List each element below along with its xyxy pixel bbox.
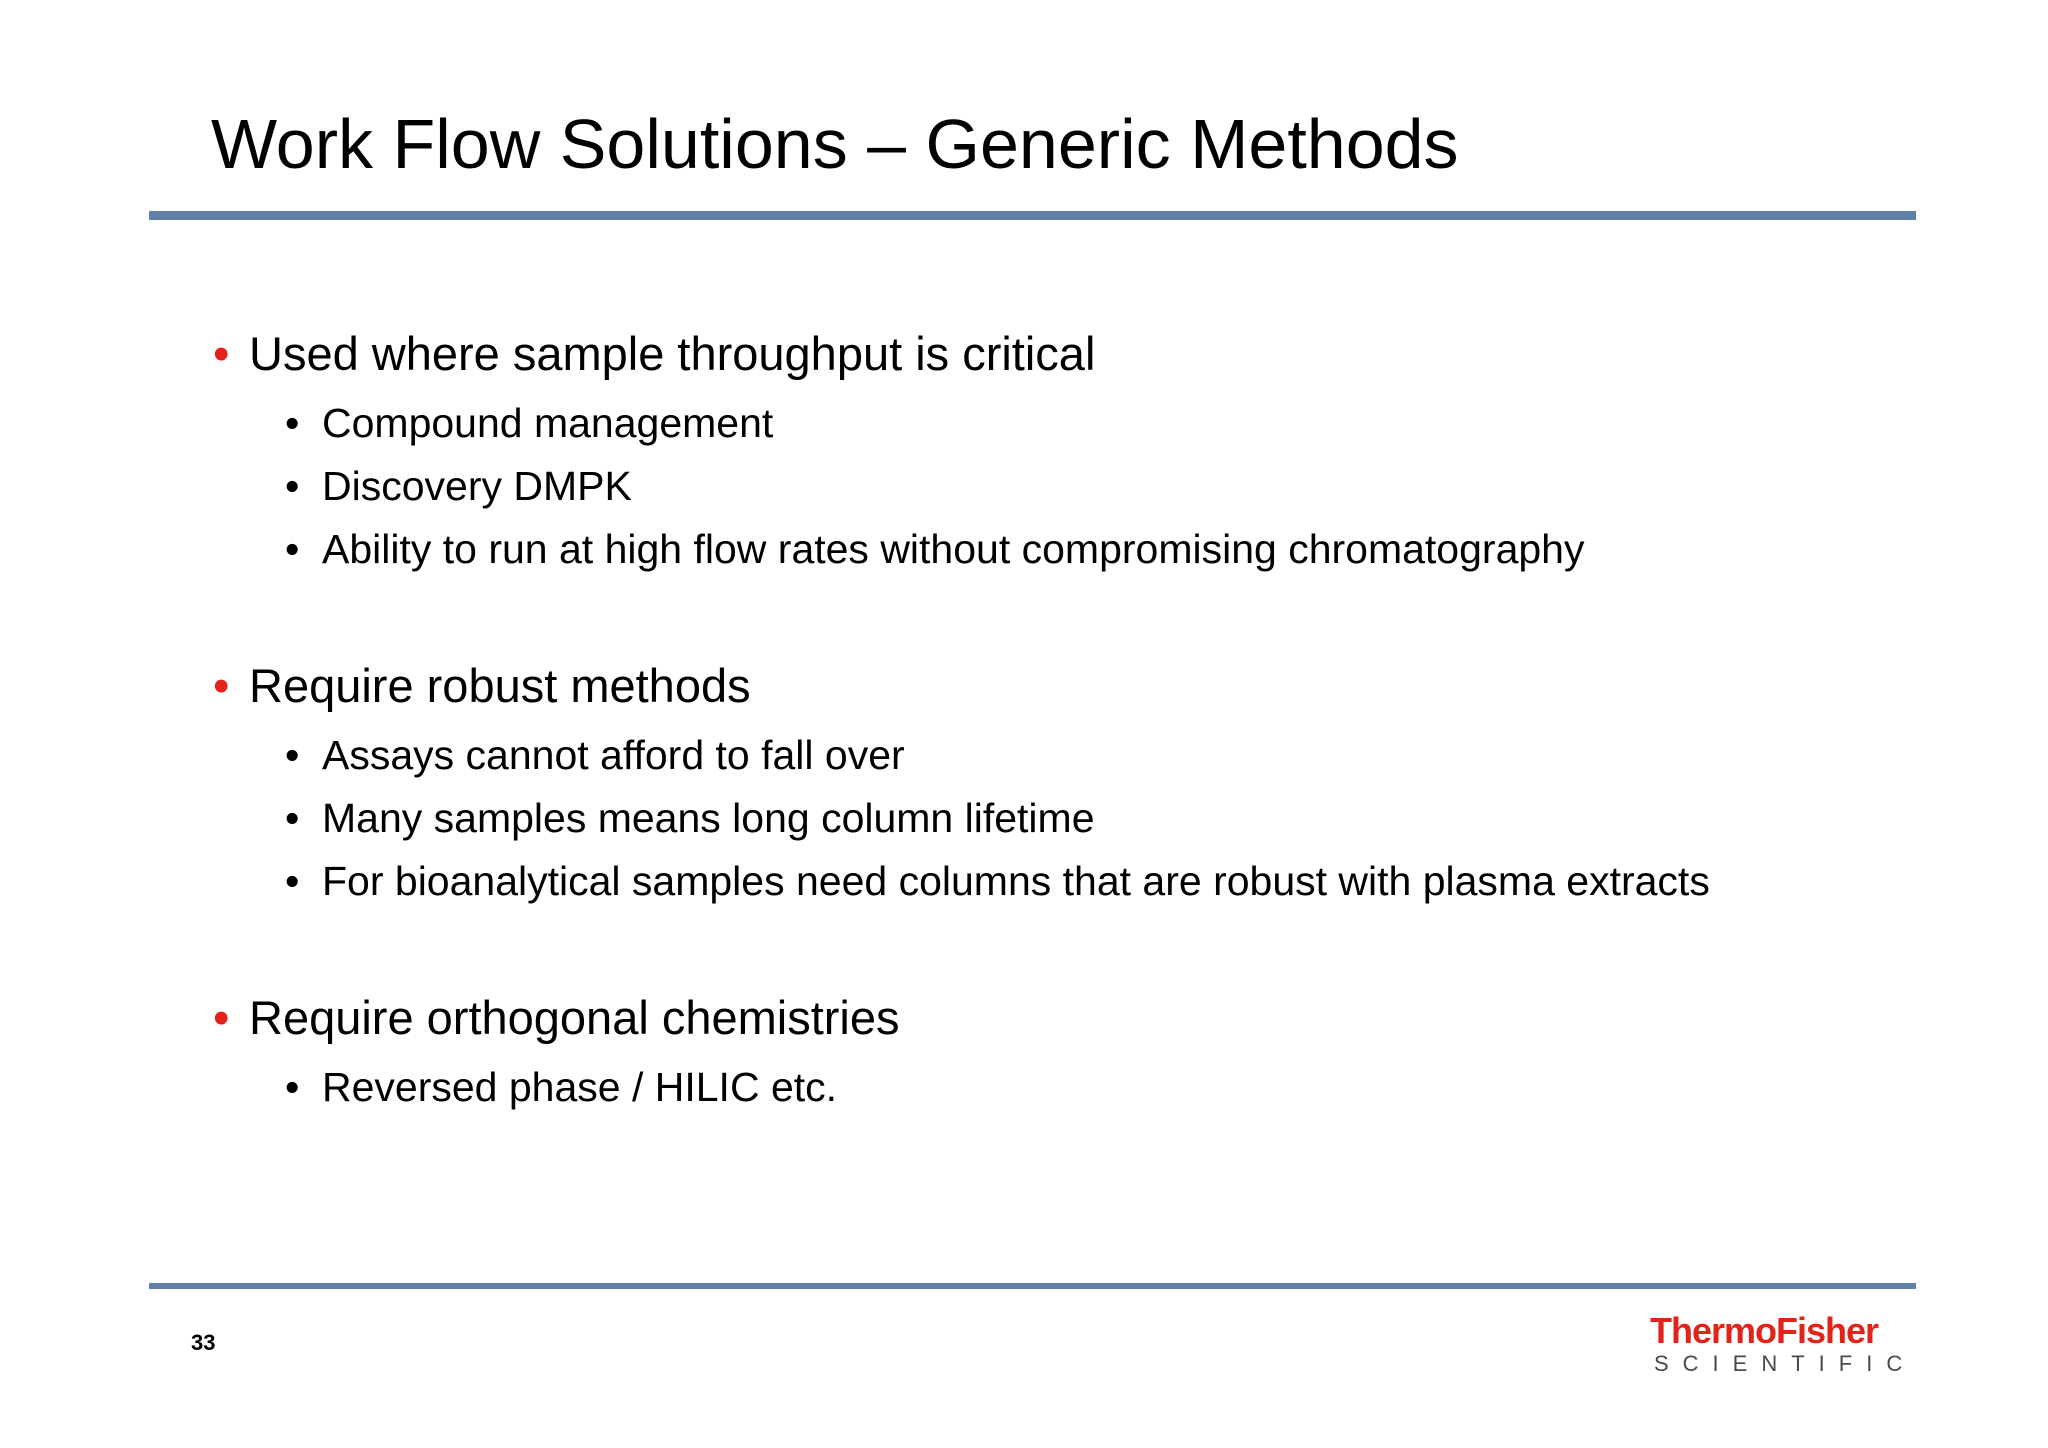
sub-bullet-1-1-text: Compound management [322, 400, 774, 446]
sub-bullet-2-3-text: For bioanalytical samples need columns that are robust with plasma extracts [322, 858, 1710, 904]
slide-title: Work Flow Solutions – Generic Methods [211, 105, 1459, 183]
bullet-3-text: Require orthogonal chemistries [249, 991, 900, 1044]
bullet-dot: • [213, 659, 230, 712]
page-number: 33 [191, 1330, 216, 1355]
bullet-3 [213, 989, 900, 1047]
sub-bullet-3-1-text: Reversed phase / HILIC etc. [322, 1064, 838, 1110]
logo-subtitle: SCIENTIFIC [1654, 1351, 1917, 1376]
sub-bullet-dot: • [285, 858, 300, 904]
sub-bullet-dot: • [285, 526, 300, 572]
thermo-fisher-logo [1650, 1310, 1917, 1378]
sub-bullet-1-1 [285, 397, 773, 449]
bullet-1-text: Used where sample throughput is critical [249, 327, 1096, 380]
sub-bullet-1-3 [285, 523, 1584, 575]
sub-bullet-dot: • [285, 463, 300, 509]
bullet-2-text: Require robust methods [249, 659, 751, 712]
logo-brand: ThermoFisher [1650, 1310, 1879, 1351]
sub-bullet-dot: • [285, 795, 300, 841]
sub-bullet-dot: • [285, 732, 300, 778]
sub-bullet-dot: • [285, 400, 300, 446]
sub-bullet-3-1 [285, 1061, 837, 1113]
sub-bullet-2-1 [285, 729, 905, 781]
title-rule [149, 211, 1916, 220]
bullet-dot: • [213, 327, 230, 380]
sub-bullet-dot: • [285, 1064, 300, 1110]
bullet-1 [213, 325, 1095, 383]
sub-bullet-1-2-text: Discovery DMPK [322, 463, 632, 509]
sub-bullet-2-2 [285, 792, 1095, 844]
sub-bullet-2-2-text: Many samples means long column lifetime [322, 795, 1095, 841]
sub-bullet-2-1-text: Assays cannot afford to fall over [322, 732, 905, 778]
bullet-dot: • [213, 991, 230, 1044]
sub-bullet-1-3-text: Ability to run at high flow rates without compromising chromatography [322, 526, 1585, 572]
footer-rule [149, 1283, 1916, 1289]
sub-bullet-2-3 [285, 855, 1710, 907]
bullet-2 [213, 657, 751, 715]
sub-bullet-1-2 [285, 460, 632, 512]
